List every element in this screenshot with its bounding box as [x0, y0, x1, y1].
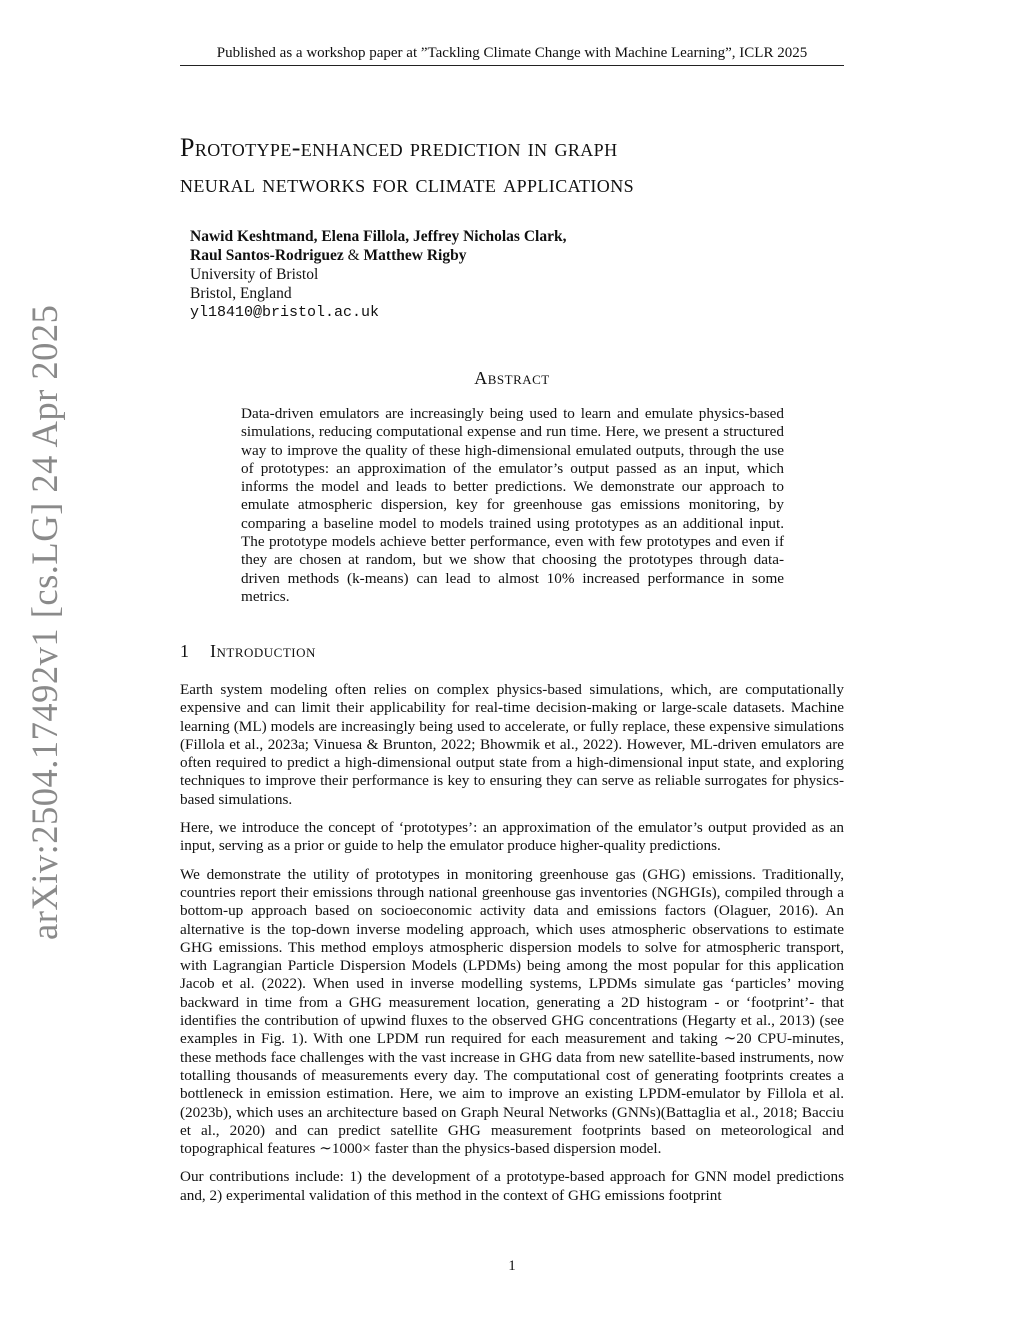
location: Bristol, England	[190, 285, 292, 302]
author-email[interactable]: yl18410@bristol.ac.uk	[190, 304, 380, 321]
title-line-2: neural networks for climate applications	[180, 169, 635, 198]
paragraph: Our contributions include: 1) the development of a prototype-based approach for GNN model predictions and, 2) experimental validation of this method in the context of GHG emissions footprint	[180, 1168, 844, 1204]
author-block	[190, 227, 750, 322]
author-name: Matthew Rigby	[363, 247, 467, 264]
section-number: 1	[180, 641, 190, 661]
arxiv-identifier-stamp[interactable]: arXiv:2504.17492v1 [cs.LG] 24 Apr 2025	[24, 304, 65, 940]
section-title: Introduction	[210, 641, 316, 661]
abstract-heading: Abstract	[474, 368, 550, 388]
paragraph: Here, we introduce the concept of ‘prototypes’: an approximation of the emulator’s output provided as an input, serving as a prior or guide to help the emulator produce higher-quality predictions.	[180, 819, 844, 855]
page-number: 1	[508, 1258, 516, 1274]
author-separator: &	[343, 247, 364, 264]
title-line-1: Prototype-enhanced prediction in graph	[180, 133, 618, 162]
section-heading-introduction	[180, 641, 844, 662]
affiliation: University of Bristol	[190, 266, 319, 283]
author-names-line-1: Nawid Keshtmand, Elena Fillola, Jeffrey Nicholas Clark,	[190, 228, 567, 245]
author-names-line-2	[190, 246, 750, 265]
paper-title	[180, 130, 844, 202]
paragraph: We demonstrate the utility of prototypes in monitoring greenhouse gas (GHG) emissions. Traditionally, countries report their emissions through national greenhouse gas inventories (NGHGIs), compiled through a bottom-up approach based on socioeconomic activity data and emissions factors (Olaguer, 2016). An alternative is the top-down inverse modeling approach, which uses atmospheric observations to estimate GHG emissions. This method employs atmospheric dispersion models to solve for atmospheric transport, with Lagrangian Particle Dispersion Models (LPDMs) being among the most popular for this application Jacob et al. (2022). When used in inverse modelling systems, LPDMs simulate gas ‘particles’ moving backward in time from a GHG measurement location, generating a 2D histogram - or ‘footprint’- that identifies the contribution of upwind fluxes to the observed GHG concentrations (Hegarty et al., 2013) (see examples in Fig. 1). With one LPDM run required for each measurement and taking ∼20 CPU-minutes, these methods face challenges with the vast increase in GHG data from new satellite-based instruments, now totalling thousands of measurements every day. The computational cost of generating footprints creates a bottleneck in emission estimation. Here, we aim to improve an existing LPDM-emulator by Fillola et al. (2023b), which uses an architecture based on Graph Neural Networks (GNNs)(Battaglia et al., 2018; Bacciu et al., 2020) and can predict satellite GHG measurement footprints based on meteorological and topographical features ∼1000× faster than the physics-based dispersion model.	[180, 865, 844, 1158]
introduction-body	[180, 681, 844, 1215]
abstract-text: Data-driven emulators are increasingly being used to learn and emulate physics-based simulations, reducing computational expense and run time. Here, we present a structured way to improve the quality of these high-dimensional emulated outputs, through the use of prototypes: an approximation of the emulator’s output passed as an input, which informs the model and leads to better predictions. We demonstrate our approach to emulate atmospheric dispersion, key for greenhouse gas emissions monitoring, by comparing a baseline model to models trained using prototypes as an additional input. The prototype models achieve better performance, even with few prototypes and even if they are chosen at random, but we show that choosing the prototypes through data-driven methods (k-means) can lead to almost 10% increased performance in some metrics.	[241, 405, 784, 605]
paragraph: Earth system modeling often relies on complex physics-based simulations, which, are computationally expensive and can limit their applicability for real-time decision-making or large-scale datasets. Machine learning (ML) models are increasingly being used to accelerate, or fully replace, these expensive simulations (Fillola et al., 2023a; Vinuesa & Brunton, 2022; Bhowmik et al., 2022). However, ML-driven emulators are often required to predict a high-dimensional output state from a high-dimensional input state, and exploring techniques to improve their performance is key to ensuring they can serve as reliable surrogates for physics-based simulations.	[180, 681, 844, 808]
running-header: Published as a workshop paper at ”Tackling Climate Change with Machine Learning”, ICLR 2025	[180, 44, 844, 66]
author-name: Raul Santos-Rodriguez	[190, 247, 344, 264]
